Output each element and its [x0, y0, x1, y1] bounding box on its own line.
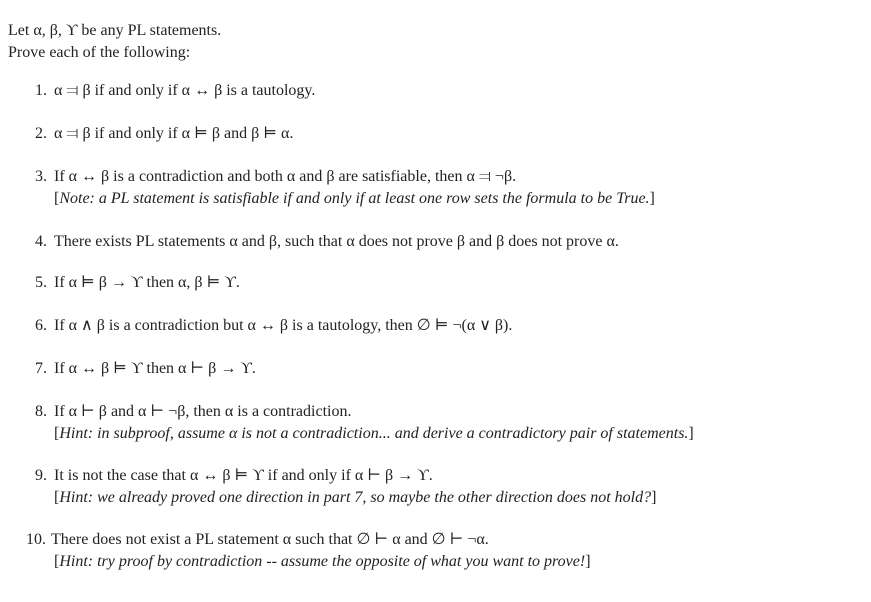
- problem-item: [35, 465, 656, 509]
- problem-text: There does not exist a PL statement α such that ∅ ⊢ α and ∅ ⊢ ¬α.: [51, 531, 489, 548]
- problem-text: If α ↔ β ⊨ ϒ then α ⊢ β → ϒ.: [54, 360, 256, 377]
- problem-number: 6.: [35, 317, 47, 334]
- problem-text: It is not the case that α ↔ β ⊨ ϒ if and only if α ⊢ β → ϒ.: [54, 467, 433, 484]
- note-text: Hint: try proof by contradiction -- assume the opposite of what you want to prove!: [59, 553, 586, 570]
- intro-line-2: Prove each of the following:: [8, 44, 191, 61]
- intro-line-1: Let α, β, ϒ be any PL statements.: [8, 22, 222, 39]
- problem-number: 2.: [35, 125, 47, 142]
- intro: [8, 20, 863, 64]
- problem-text: If α ⊢ β and α ⊢ ¬β, then α is a contradiction.: [54, 403, 352, 420]
- problem-number: 1.: [35, 82, 47, 99]
- problem-item: [35, 358, 256, 380]
- problem-text: α ⫤ β if and only if α ↔ β is a tautology.: [54, 82, 316, 99]
- problem-number: 7.: [35, 360, 47, 377]
- problem-item: [35, 401, 694, 445]
- note-text: Note: a PL statement is satisfiable if and only if at least one row sets the formula to be True.: [59, 190, 650, 207]
- problem-item: [35, 166, 655, 210]
- problem-note: [Note: a PL statement is satisfiable if and only if at least one row sets the formula to be True.]: [54, 190, 655, 207]
- problem-number: 5.: [35, 274, 47, 291]
- problem-number: 8.: [35, 403, 47, 420]
- document: [8, 20, 863, 570]
- problem-number: 10.: [26, 531, 46, 548]
- problem-text: If α ⊨ β → ϒ then α, β ⊨ ϒ.: [54, 274, 240, 291]
- problem-item: [35, 272, 240, 294]
- problem-note: [Hint: in subproof, assume α is not a contradiction... and derive a contradictory pair of statements.]: [54, 425, 694, 442]
- problem-note: [Hint: try proof by contradiction -- assume the opposite of what you want to prove!]: [54, 553, 591, 570]
- problem-number: 4.: [35, 233, 47, 250]
- note-text: Hint: we already proved one direction in part 7, so maybe the other direction does not hold?: [59, 489, 652, 506]
- problem-number: 9.: [35, 467, 47, 484]
- problem-text: If α ∧ β is a contradiction but α ↔ β is a tautology, then ∅ ⊨ ¬(α ∨ β).: [54, 317, 513, 334]
- problem-text: There exists PL statements α and β, such that α does not prove β and β does not prove α.: [54, 233, 619, 250]
- problem-item: [26, 529, 591, 573]
- note-text: Hint: in subproof, assume α is not a contradiction... and derive a contradictory pair of statements.: [59, 425, 689, 442]
- problem-number: 3.: [35, 168, 47, 185]
- problem-item: [35, 231, 619, 253]
- problem-note: [Hint: we already proved one direction in part 7, so maybe the other direction does not hold?]: [54, 489, 657, 506]
- problem-item: [35, 123, 293, 145]
- problem-item: [35, 80, 315, 102]
- problem-item: [35, 315, 512, 337]
- problem-text: If α ↔ β is a contradiction and both α and β are satisfiable, then α ⫤ ¬β.: [54, 168, 517, 185]
- problem-text: α ⫤ β if and only if α ⊨ β and β ⊨ α.: [54, 125, 294, 142]
